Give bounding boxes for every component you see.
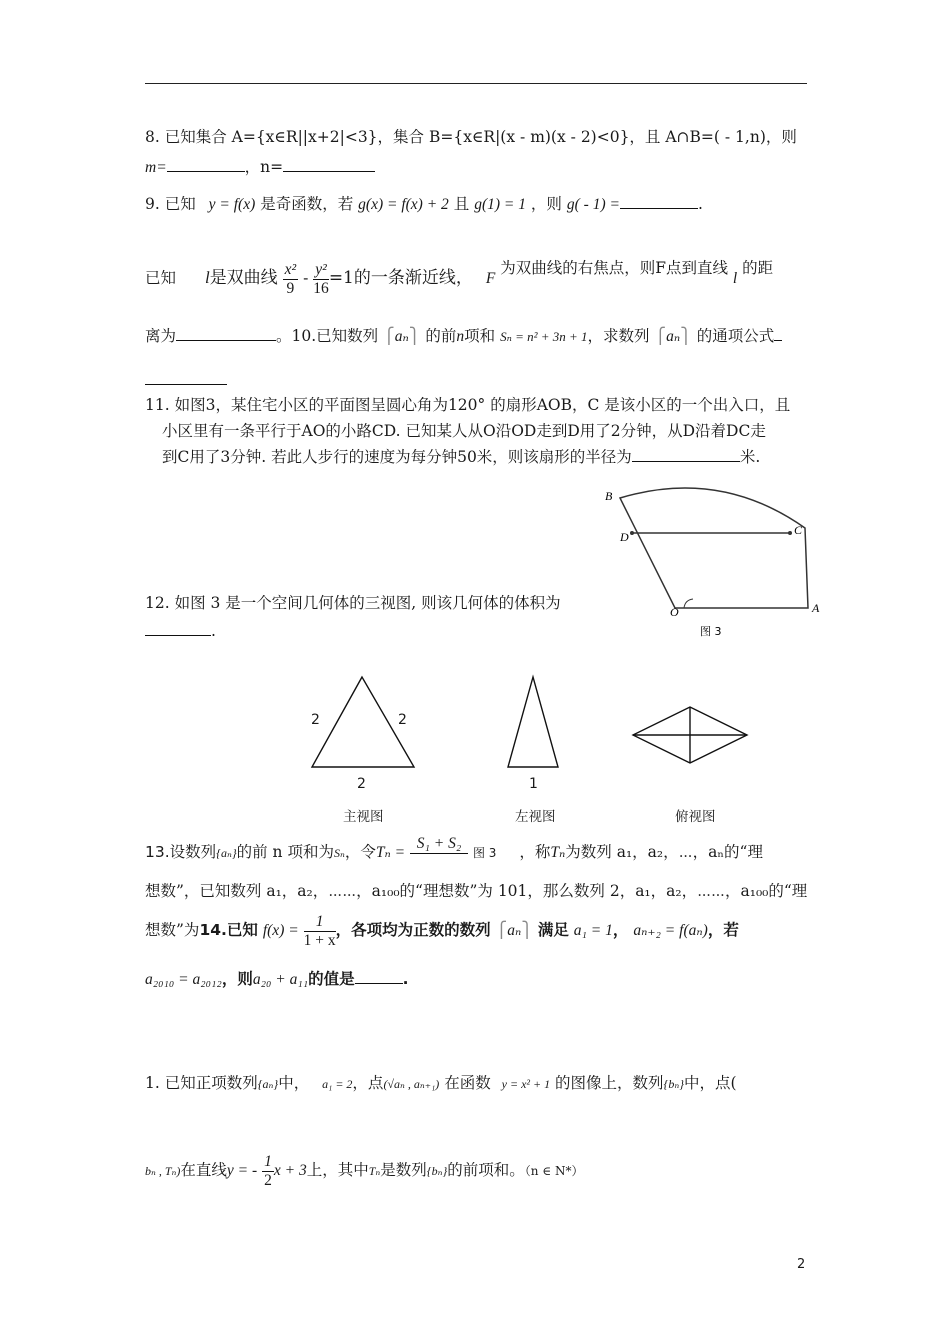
q9-then: ，则 <box>530 195 562 213</box>
figure-3-sector <box>600 478 825 648</box>
q11-line1: 11. 如图3，某住宅小区的平面图呈圆心角为120° 的扇形AOB，C 是该小区的一个出入口，且 <box>145 396 791 414</box>
q10-sum: 项和 <box>464 327 496 345</box>
hyper-blank[interactable] <box>176 326 276 341</box>
front-bottom-length: 2 <box>357 776 366 792</box>
sector-outline <box>620 488 808 608</box>
hyper-eq1: =1 <box>328 268 354 288</box>
q12-line1: 12. 如图 3 是一个空间几何体的三视图, 则该几何体的体积为 <box>145 594 561 612</box>
q8-text: 8. 已知集合 A={x∈R||x+2|<3}，集合 B={x∈R|(x - m)(x - 2)<0}，且 A∩B=( - 1,n)，则 <box>145 128 797 146</box>
q9-g: g(x) = f(x) + 2 <box>358 196 449 213</box>
three-views <box>300 665 760 775</box>
page-number: 2 <box>797 1257 806 1272</box>
point-d <box>630 531 634 535</box>
q12-blank[interactable] <box>145 621 211 636</box>
front-view-label: 主视图 <box>343 809 384 825</box>
q8-line2 <box>145 156 375 179</box>
p1-half: $\frac{1}{2}$ <box>264 1152 272 1189</box>
hyper-l: l <box>204 268 210 287</box>
header-rule <box>145 83 807 84</box>
hyper-line1 <box>145 258 773 299</box>
hyper-dist: 的距 <box>742 259 774 277</box>
q9-blank[interactable] <box>620 194 698 209</box>
q9-and: 且 <box>453 195 470 213</box>
q8-m-blank[interactable] <box>167 157 245 172</box>
q10-ask: ，求数列 <box>587 327 650 345</box>
q12-line2: . <box>145 620 216 642</box>
q8-line1 <box>145 126 797 148</box>
q8-m-label: m= <box>145 159 167 176</box>
hyper-line2 <box>145 325 782 348</box>
hyper-asym: 的一条渐近线， <box>353 268 473 288</box>
point-c <box>788 531 792 535</box>
hyper-minus: - <box>303 269 309 287</box>
q10-an2: ⎧aₙ⎫ <box>654 328 692 345</box>
q9-line: 9. 已知 y = f(x) 是奇函数，若 g(x) = f(x) + 2 且 g(1) = 1 ，则 g( - 1) = . <box>145 195 703 213</box>
q13-line2: 想数”，已知数列 a₁，a₂，⋯⋯，a₁₀₀的“理想数”为 101，那么数列 2，a₁，a₂，⋯⋯，a₁₀₀的“理 <box>145 882 808 900</box>
p1-line2: bₙ , Tₙ)在直线y = - $\frac{1}{2}$ x + 3上，其中Tₙ是数列{bₙ}的前项和。（n ∈ N*） <box>145 1152 584 1189</box>
q14-frac: $\frac{1}{1 + x}$ <box>303 912 336 949</box>
hyper-F: F <box>485 270 496 287</box>
side-bottom-length: 1 <box>529 776 538 792</box>
q9-f: y = f(x) <box>208 196 256 213</box>
hyper-is-line: 是双曲线 <box>209 268 278 288</box>
q11-blank[interactable] <box>632 447 740 462</box>
hyper-line2-text: 离为 <box>145 327 177 345</box>
p1-line1: 1. 已知正项数列{aₙ}中， a₁ = 2，点(√aₙ , aₙ₊₁) 在函数 y = x² + 1 的图像上，数列{bₙ}中，点( <box>145 1074 737 1092</box>
q13-line1: 13.设数列{aₙ}的前 n 项和为Sₙ，令Tₙ = S₁ + S₂ 图 3 ，称Tₙ为数列 a₁，a₂，⋯，aₙ的“理 <box>145 834 763 872</box>
top-view-label: 俯视图 <box>675 809 716 825</box>
q10-general: 的通项公式 <box>696 327 775 345</box>
label-b: B <box>605 489 613 503</box>
q14-blank[interactable] <box>355 969 403 984</box>
q14-an: ⎧aₙ⎫ <box>495 922 533 939</box>
q10-Sn: Sₙ = n² + 3n + 1 <box>500 329 588 344</box>
q9-prefix: 9. 已知 <box>145 195 196 213</box>
q11-line3: 到C用了3分钟. 若此人步行的速度为每分钟50米，则该扇形的半径为 米. <box>162 448 761 466</box>
hyper-frac-x: $\frac{\text{x²}}{9}$ <box>284 260 297 297</box>
q11-line2: 小区里有一条平行于AO的小路CD. 已知某人从O沿OD走到D用了2分钟，从D沿着DC走 <box>162 422 766 440</box>
label-a: A <box>812 601 820 615</box>
q10-n: n <box>456 328 465 345</box>
q13-line3: 想数”为14.已知 f(x) = $\frac{1}{1 + x}$ ，各项均为正数的数列 ⎧aₙ⎫ 满足 a₁ = 1， aₙ₊₂ = f(aₙ)，若 <box>145 912 739 949</box>
side-view-label: 左视图 <box>515 809 556 825</box>
label-d: D <box>620 530 629 544</box>
front-right-length: 2 <box>398 712 407 728</box>
q9-gm1: g( - 1) = <box>566 196 620 213</box>
hyper-l2: l <box>732 270 738 287</box>
fig3-caption: 图 3 <box>700 625 722 638</box>
q10-prefix: 。10.已知数列 <box>276 327 379 345</box>
hyper-prefix: 已知 <box>145 269 177 287</box>
q8-n-blank[interactable] <box>283 157 375 172</box>
angle-mark <box>684 599 693 608</box>
q9-mid: 是奇函数，若 <box>260 195 354 213</box>
label-c: C <box>794 523 803 537</box>
hyper-frac-y: $\frac{\text{y²}}{16}$ <box>313 260 329 297</box>
q13-frac: S₁ + S₂ <box>410 835 468 872</box>
q13-line4: a₂₀₁₀ = a₂₀₁₂，则a₂₀ + a₁₁的值是 . <box>145 970 409 988</box>
q10-blank[interactable] <box>145 384 227 385</box>
hyper-focus: 为双曲线的右焦点，则F点到直线 <box>500 259 728 277</box>
front-left-length: 2 <box>311 712 320 728</box>
q10-front: 的前 <box>425 327 457 345</box>
side-view-triangle <box>508 677 558 767</box>
q9-g1: g(1) = 1 <box>474 196 526 213</box>
label-o: O <box>670 605 679 619</box>
q8-n-label: ，n= <box>244 158 284 176</box>
q10-an: ⎧aₙ⎫ <box>383 328 421 345</box>
